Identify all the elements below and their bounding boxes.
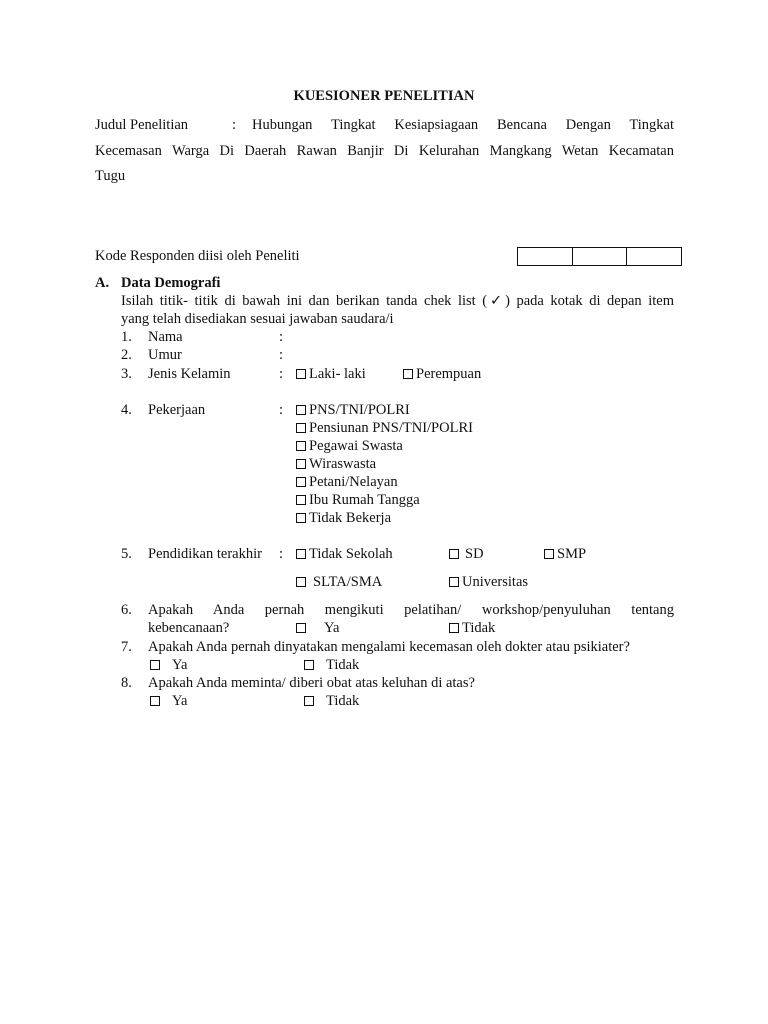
checkbox[interactable] bbox=[150, 660, 160, 670]
checkbox[interactable] bbox=[296, 549, 306, 559]
q6-option-tidak[interactable]: Tidak bbox=[449, 621, 495, 636]
q8-option-ya[interactable]: Ya bbox=[150, 694, 187, 709]
option-smp[interactable]: SMP bbox=[544, 547, 586, 562]
q8-option-tidak[interactable]: Tidak bbox=[304, 694, 359, 709]
checkbox[interactable] bbox=[296, 577, 306, 587]
kode-responden-cell[interactable] bbox=[627, 248, 681, 265]
option-slta-sma[interactable]: SLTA/SMA bbox=[296, 575, 382, 590]
section-a-instruction-line2: yang telah disediakan sesuai jawaban saudara/i bbox=[121, 311, 394, 327]
option-tidak-bekerja[interactable]: Tidak Bekerja bbox=[296, 511, 391, 526]
option-sd[interactable]: SD bbox=[449, 547, 484, 562]
jenis-kelamin-label: Jenis Kelamin bbox=[148, 366, 231, 382]
checkbox[interactable] bbox=[296, 477, 306, 487]
option-petani-nelayan[interactable]: Petani/Nelayan bbox=[296, 475, 398, 490]
kode-responden-label: Kode Responden diisi oleh Peneliti bbox=[95, 248, 300, 264]
checkbox[interactable] bbox=[449, 549, 459, 559]
pekerjaan-colon: : bbox=[279, 402, 284, 418]
kode-responden-cell[interactable] bbox=[573, 248, 628, 265]
pendidikan-label: Pendidikan terakhir bbox=[148, 546, 262, 562]
judul-text-line2: Kecemasan Warga Di Daerah Rawan Banjir Di Kelurahan Mangkang Wetan Kecamatan bbox=[95, 143, 674, 159]
option-pensiunan[interactable]: Pensiunan PNS/TNI/POLRI bbox=[296, 421, 473, 436]
kode-responden-cell[interactable] bbox=[518, 248, 573, 265]
judul-colon: : bbox=[232, 117, 237, 133]
q7-option-ya[interactable]: Ya bbox=[150, 658, 187, 673]
item-number: 4. bbox=[121, 402, 132, 418]
checkbox[interactable] bbox=[296, 513, 306, 523]
q8-text: Apakah Anda meminta/ diberi obat atas keluhan di atas? bbox=[148, 675, 475, 691]
section-a-title: Data Demografi bbox=[121, 275, 221, 291]
option-pegawai-swasta[interactable]: Pegawai Swasta bbox=[296, 439, 403, 454]
checkbox[interactable] bbox=[296, 405, 306, 415]
option-ibu-rumah-tangga[interactable]: Ibu Rumah Tangga bbox=[296, 493, 420, 508]
option-laki-laki[interactable]: Laki- laki bbox=[296, 367, 366, 382]
section-a-marker: A. bbox=[95, 275, 110, 291]
q6-text-line2: kebencanaan? bbox=[148, 620, 230, 636]
item-number: 2. bbox=[121, 347, 132, 363]
umur-label: Umur bbox=[148, 347, 182, 363]
option-universitas[interactable]: Universitas bbox=[449, 575, 528, 590]
section-a-instruction-line1: Isilah titik- titik di bawah ini dan berikan tanda chek list (✓) pada kotak di depan item bbox=[121, 293, 674, 309]
checkbox[interactable] bbox=[296, 441, 306, 451]
q6-option-ya[interactable]: Ya bbox=[296, 621, 339, 636]
kode-responden-boxes[interactable] bbox=[517, 247, 682, 266]
item-number: 3. bbox=[121, 366, 132, 382]
pekerjaan-label: Pekerjaan bbox=[148, 402, 206, 418]
checkbox[interactable] bbox=[296, 369, 306, 379]
checkbox[interactable] bbox=[544, 549, 554, 559]
judul-label: Judul Penelitian bbox=[95, 117, 189, 133]
item-number: 5. bbox=[121, 546, 132, 562]
judul-text-line3: Tugu bbox=[95, 168, 126, 184]
nama-label: Nama bbox=[148, 329, 183, 345]
q6-text-line1: Apakah Anda pernah mengikuti pelatihan/ workshop/penyuluhan tentang bbox=[148, 602, 674, 618]
nama-colon: : bbox=[279, 329, 284, 345]
jenis-kelamin-colon: : bbox=[279, 366, 284, 382]
checkbox[interactable] bbox=[449, 577, 459, 587]
checkbox[interactable] bbox=[296, 623, 306, 633]
judul-text-line1: Hubungan Tingkat Kesiapsiagaan Bencana Dengan Tingkat bbox=[252, 117, 674, 133]
checkbox[interactable] bbox=[296, 423, 306, 433]
checkbox[interactable] bbox=[150, 696, 160, 706]
page-title: KUESIONER PENELITIAN bbox=[293, 88, 475, 104]
checkbox[interactable] bbox=[296, 459, 306, 469]
option-wiraswasta[interactable]: Wiraswasta bbox=[296, 457, 376, 472]
checkbox[interactable] bbox=[296, 495, 306, 505]
item-number: 7. bbox=[121, 639, 132, 655]
item-number: 1. bbox=[121, 329, 132, 345]
option-pns[interactable]: PNS/TNI/POLRI bbox=[296, 403, 410, 418]
checkbox[interactable] bbox=[449, 623, 459, 633]
q7-option-tidak[interactable]: Tidak bbox=[304, 658, 359, 673]
q7-text: Apakah Anda pernah dinyatakan mengalami kecemasan oleh dokter atau psikiater? bbox=[148, 639, 630, 655]
checkbox[interactable] bbox=[403, 369, 413, 379]
checkbox[interactable] bbox=[304, 660, 314, 670]
option-tidak-sekolah[interactable]: Tidak Sekolah bbox=[296, 547, 393, 562]
umur-colon: : bbox=[279, 347, 284, 363]
option-perempuan[interactable]: Perempuan bbox=[403, 367, 481, 382]
checkbox[interactable] bbox=[304, 696, 314, 706]
item-number: 6. bbox=[121, 602, 132, 618]
pendidikan-colon: : bbox=[279, 546, 284, 562]
item-number: 8. bbox=[121, 675, 132, 691]
